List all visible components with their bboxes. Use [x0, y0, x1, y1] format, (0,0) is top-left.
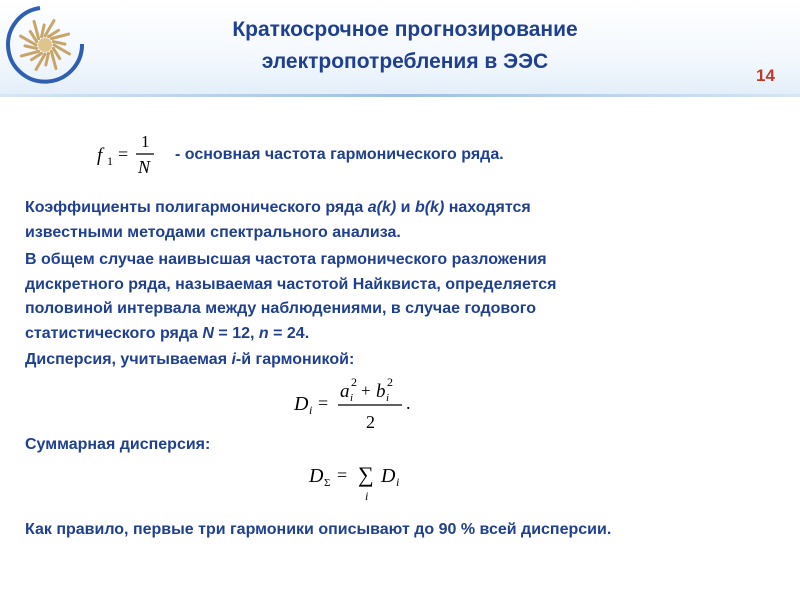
para2-line-2: дискретного ряда, называемая частотой Найквиста, определяется [25, 275, 557, 293]
formula1-numerator: 1 [141, 132, 150, 151]
paragraph-conclusion: Как правило, первые три гармоники описывают до 90 % всей дисперсии. [25, 521, 612, 538]
formula2-a: a [340, 381, 350, 402]
page-number: 14 [756, 66, 775, 85]
coef-b-k: b(k) [414, 199, 445, 216]
formula-fundamental-frequency [94, 130, 166, 180]
coef-a-k: a(k) [367, 199, 397, 216]
para1-line-2: известными методами спектрального анализа. [25, 223, 401, 241]
formula2-plus: + [361, 381, 371, 400]
formula-harmonic-variance [290, 372, 420, 434]
formula1-denominator: N [138, 157, 151, 177]
paragraph-variance: Дисперсия, учитываемая i-й гармоникой: [25, 351, 355, 368]
formula-total-variance [305, 455, 415, 505]
formula2-b-sub: i [386, 392, 390, 404]
header-divider [0, 94, 800, 97]
title-line-2: электропотребления в ЭЭС [261, 50, 549, 73]
formula3-sum-index: i [365, 489, 369, 503]
para2-line-1: В общем случае наивысшая частота гармонического разложения [25, 251, 547, 268]
formula3-eq: = [337, 465, 348, 485]
formula3-lhs-sub: Σ [324, 477, 331, 489]
title-line-1: Краткосрочное прогнозирование [232, 18, 578, 41]
formula2-lhs: D [294, 393, 309, 415]
para2-line-3: половиной интервала между наблюдениями, в случае годового [25, 300, 537, 317]
paragraph-total-variance: Суммарная дисперсия: [25, 436, 211, 453]
slide-title [150, 14, 660, 78]
formula2-a-sup: 2 [351, 375, 357, 389]
formula2-b-sup: 2 [387, 375, 393, 389]
paragraph-coefficients [25, 196, 785, 245]
formula2-dot: . [406, 393, 411, 413]
formula2-b: b [376, 381, 386, 402]
paragraph-nyquist [25, 248, 785, 346]
formula2-denominator: 2 [366, 412, 375, 432]
formula1-lhs: f [97, 145, 103, 166]
formula3-sum: ∑ [358, 462, 374, 487]
para2-line-4: статистического ряда N = 12, n = 24. [25, 324, 310, 342]
formula2-eq: = [318, 393, 329, 413]
formula1-caption: - основная частота гармонического ряда. [175, 146, 504, 163]
formula3-rhs: D [381, 465, 396, 487]
formula3-rhs-sub: i [396, 475, 400, 489]
formula3-lhs: D [309, 465, 324, 487]
formula1-lhs-sub: 1 [107, 154, 113, 168]
sun-logo-icon [4, 4, 86, 86]
formula2-lhs-sub: i [309, 403, 313, 417]
para1-line-1: Коэффициенты полигармонического ряда a(k) и b(k) находятся [25, 199, 531, 216]
formula2-a-sub: i [350, 392, 354, 404]
formula1-eq: = [118, 144, 129, 164]
